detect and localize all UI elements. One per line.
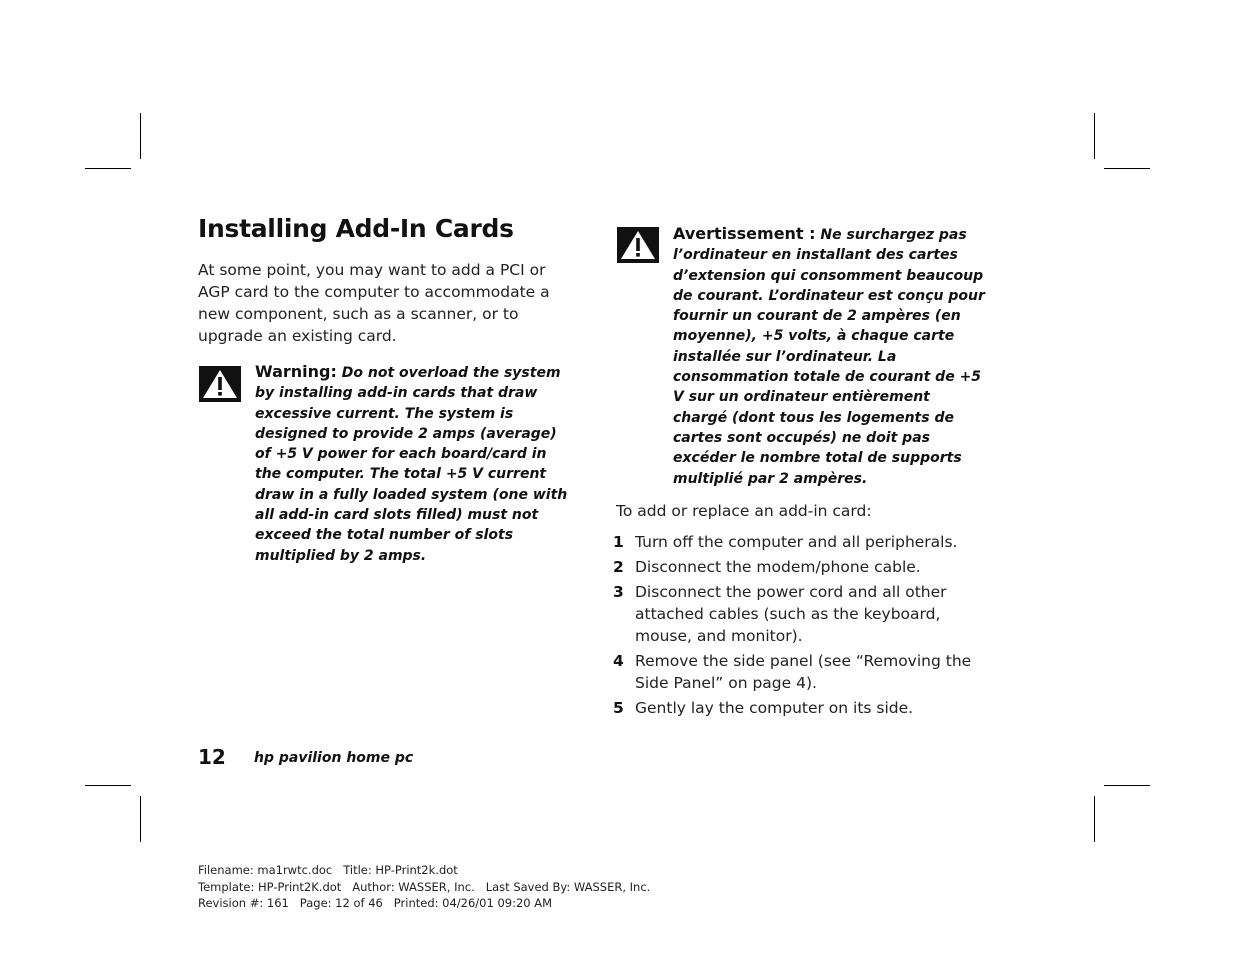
avertissement-label: Avertissement : [673, 224, 816, 243]
procedure-steps [613, 531, 993, 722]
step-text: Turn off the computer and all peripherals. [635, 533, 958, 551]
warning-body: Do not overload the system by installing add-in cards that draw excessive current. The system is designed to provide 2 amps (average) of +5 V power for each board/card in the computer. The total +5 V current draw in a fully loaded system (one with all add-in card slots filled) must not exceed the total number of slots multiplied by 2 amps. [255, 365, 568, 564]
step-item [613, 531, 993, 553]
step-item [613, 556, 993, 578]
crop-mark-bottom-right-vertical [1094, 796, 1095, 842]
document-metadata [198, 862, 650, 912]
step-number: 1 [613, 533, 624, 551]
crop-mark-top-right-horizontal [1104, 168, 1150, 169]
procedure-lead: To add or replace an add-in card: [616, 502, 872, 520]
avertissement-body: Ne surchargez pas l’ordinateur en installant des cartes d’extension qui consomment beaucoup de courant. L’ordinateur est conçu pour fournir un courant de 2 ampères (en moyenne), +5 volts, à chaque carte installée sur l’ordinateur. La consommation totale de courant de +5 V sur un ordinateur entièrement chargé (dont tous les logements de cartes sont occupés) ne doit pas excéder le nombre total de supports multiplié par 2 ampères. [673, 227, 985, 487]
warning-french [673, 224, 988, 489]
step-item [613, 697, 993, 719]
step-number: 5 [613, 699, 624, 717]
step-text: Remove the side panel (see “Removing the Side Panel” on page 4). [635, 652, 972, 692]
step-item [613, 581, 993, 647]
step-number: 2 [613, 558, 624, 576]
avertissement-icon [617, 227, 659, 263]
crop-mark-top-left-horizontal [85, 168, 131, 169]
meta-line-filename: Filename: ma1rwtc.doc Title: HP-Print2k.dot [198, 863, 458, 877]
step-text: Gently lay the computer on its side. [635, 699, 914, 717]
crop-mark-bottom-left-horizontal [85, 785, 131, 786]
warning-english [255, 362, 570, 566]
step-text: Disconnect the power cord and all other attached cables (such as the keyboard, mouse, and monitor). [635, 583, 947, 645]
step-number: 3 [613, 583, 624, 601]
step-item [613, 650, 993, 694]
step-number: 4 [613, 652, 624, 670]
crop-mark-top-left-vertical [140, 113, 141, 159]
page-title: Installing Add-In Cards [198, 214, 514, 243]
meta-line-revision: Revision #: 161 Page: 12 of 46 Printed: 04/26/01 09:20 AM [198, 896, 553, 910]
meta-line-template: Template: HP-Print2K.dot Author: WASSER, Inc. Last Saved By: WASSER, Inc. [198, 879, 651, 894]
crop-mark-top-right-vertical [1094, 113, 1095, 159]
footer-title: hp pavilion home pc [254, 750, 414, 766]
warning-label: Warning: [255, 362, 337, 381]
page-number: 12 [198, 745, 226, 769]
warning-icon [199, 366, 241, 402]
intro-paragraph: At some point, you may want to add a PCI or AGP card to the computer to accommodate a new component, such as a scanner, or to upgrade an existing card. [198, 261, 550, 345]
crop-mark-bottom-left-vertical [140, 796, 141, 842]
step-text: Disconnect the modem/phone cable. [635, 558, 921, 576]
crop-mark-bottom-right-horizontal [1104, 785, 1150, 786]
